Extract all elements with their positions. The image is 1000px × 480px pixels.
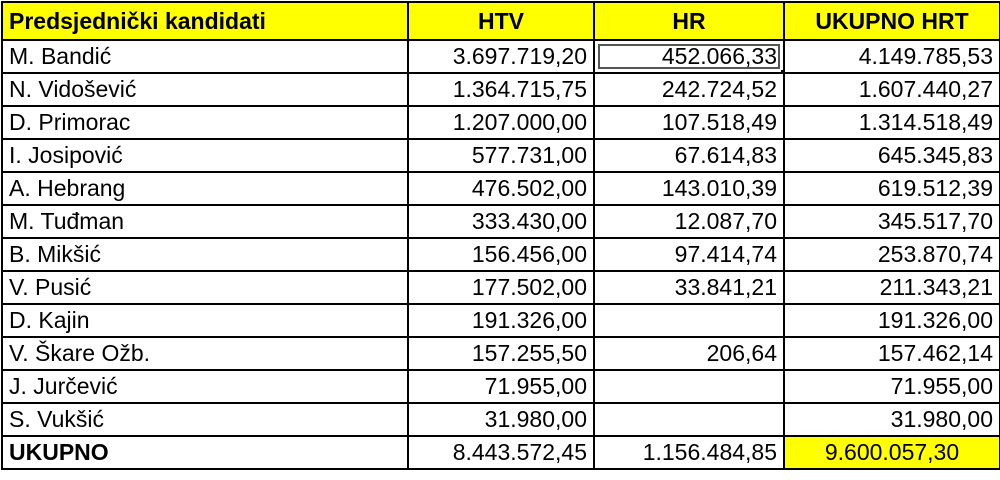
total-label-cell[interactable]: UKUPNO <box>2 436 408 469</box>
table-row <box>2 40 1000 73</box>
candidate-name-cell[interactable]: M. Tuđman <box>2 205 408 238</box>
table-row <box>2 106 1000 139</box>
candidate-name-cell[interactable]: M. Bandić <box>2 40 408 73</box>
candidate-name-cell[interactable]: D. Kajin <box>2 304 408 337</box>
hr-cell[interactable]: 12.087,70 <box>594 205 784 238</box>
htv-cell[interactable]: 1.364.715,75 <box>408 73 594 106</box>
ukupno-hrt-cell[interactable]: 71.955,00 <box>784 370 1000 403</box>
candidate-name-cell[interactable]: S. Vukšić <box>2 403 408 436</box>
ukupno-hrt-cell[interactable]: 31.980,00 <box>784 403 1000 436</box>
candidate-name-cell[interactable]: I. Josipović <box>2 139 408 172</box>
fill-handle[interactable] <box>781 70 784 73</box>
ukupno-hrt-cell[interactable]: 211.343,21 <box>784 271 1000 304</box>
header-row <box>2 2 1000 40</box>
ukupno-hrt-cell[interactable]: 1.314.518,49 <box>784 106 1000 139</box>
hr-cell[interactable] <box>594 304 784 337</box>
ukupno-hrt-cell[interactable]: 157.462,14 <box>784 337 1000 370</box>
htv-cell[interactable]: 157.255,50 <box>408 337 594 370</box>
candidate-name-cell[interactable]: D. Primorac <box>2 106 408 139</box>
candidate-name-cell[interactable]: N. Vidošević <box>2 73 408 106</box>
header-cell-hr[interactable]: HR <box>594 2 784 40</box>
hr-cell[interactable]: 452.066,33 <box>594 40 784 73</box>
table-row <box>2 271 1000 304</box>
candidates-table <box>1 1 1000 470</box>
ukupno-hrt-cell[interactable]: 619.512,39 <box>784 172 1000 205</box>
grand-total-cell[interactable]: 9.600.057,30 <box>784 436 1000 469</box>
hr-cell[interactable]: 107.518,49 <box>594 106 784 139</box>
header-cell-candidates[interactable]: Predsjednički kandidati <box>2 2 408 40</box>
htv-cell[interactable]: 3.697.719,20 <box>408 40 594 73</box>
htv-cell[interactable]: 71.955,00 <box>408 370 594 403</box>
htv-cell[interactable]: 476.502,00 <box>408 172 594 205</box>
total-hr-cell[interactable]: 1.156.484,85 <box>594 436 784 469</box>
table-row <box>2 337 1000 370</box>
htv-cell[interactable]: 577.731,00 <box>408 139 594 172</box>
htv-cell[interactable]: 177.502,00 <box>408 271 594 304</box>
table-row <box>2 205 1000 238</box>
total-row <box>2 436 1000 469</box>
htv-cell[interactable]: 31.980,00 <box>408 403 594 436</box>
candidate-name-cell[interactable]: J. Jurčević <box>2 370 408 403</box>
hr-cell[interactable] <box>594 403 784 436</box>
ukupno-hrt-cell[interactable]: 4.149.785,53 <box>784 40 1000 73</box>
hr-cell[interactable] <box>594 370 784 403</box>
table-row <box>2 139 1000 172</box>
hr-cell[interactable]: 97.414,74 <box>594 238 784 271</box>
ukupno-hrt-cell[interactable]: 253.870,74 <box>784 238 1000 271</box>
table-row <box>2 172 1000 205</box>
total-htv-cell[interactable]: 8.443.572,45 <box>408 436 594 469</box>
candidate-name-cell[interactable]: V. Škare Ožb. <box>2 337 408 370</box>
ukupno-hrt-cell[interactable]: 191.326,00 <box>784 304 1000 337</box>
hr-cell[interactable]: 33.841,21 <box>594 271 784 304</box>
header-cell-ukupno-hrt[interactable]: UKUPNO HRT <box>784 2 1000 40</box>
hr-cell[interactable]: 143.010,39 <box>594 172 784 205</box>
ukupno-hrt-cell[interactable]: 345.517,70 <box>784 205 1000 238</box>
hr-cell[interactable]: 67.614,83 <box>594 139 784 172</box>
ukupno-hrt-cell[interactable]: 645.345,83 <box>784 139 1000 172</box>
candidate-name-cell[interactable]: B. Mikšić <box>2 238 408 271</box>
table-row <box>2 73 1000 106</box>
table-row <box>2 304 1000 337</box>
htv-cell[interactable]: 191.326,00 <box>408 304 594 337</box>
ukupno-hrt-cell[interactable]: 1.607.440,27 <box>784 73 1000 106</box>
htv-cell[interactable]: 156.456,00 <box>408 238 594 271</box>
table-row <box>2 370 1000 403</box>
hr-cell[interactable]: 242.724,52 <box>594 73 784 106</box>
candidate-name-cell[interactable]: A. Hebrang <box>2 172 408 205</box>
hr-cell[interactable]: 206,64 <box>594 337 784 370</box>
table-row <box>2 238 1000 271</box>
candidate-name-cell[interactable]: V. Pusić <box>2 271 408 304</box>
table-row <box>2 403 1000 436</box>
header-cell-htv[interactable]: HTV <box>408 2 594 40</box>
htv-cell[interactable]: 333.430,00 <box>408 205 594 238</box>
htv-cell[interactable]: 1.207.000,00 <box>408 106 594 139</box>
